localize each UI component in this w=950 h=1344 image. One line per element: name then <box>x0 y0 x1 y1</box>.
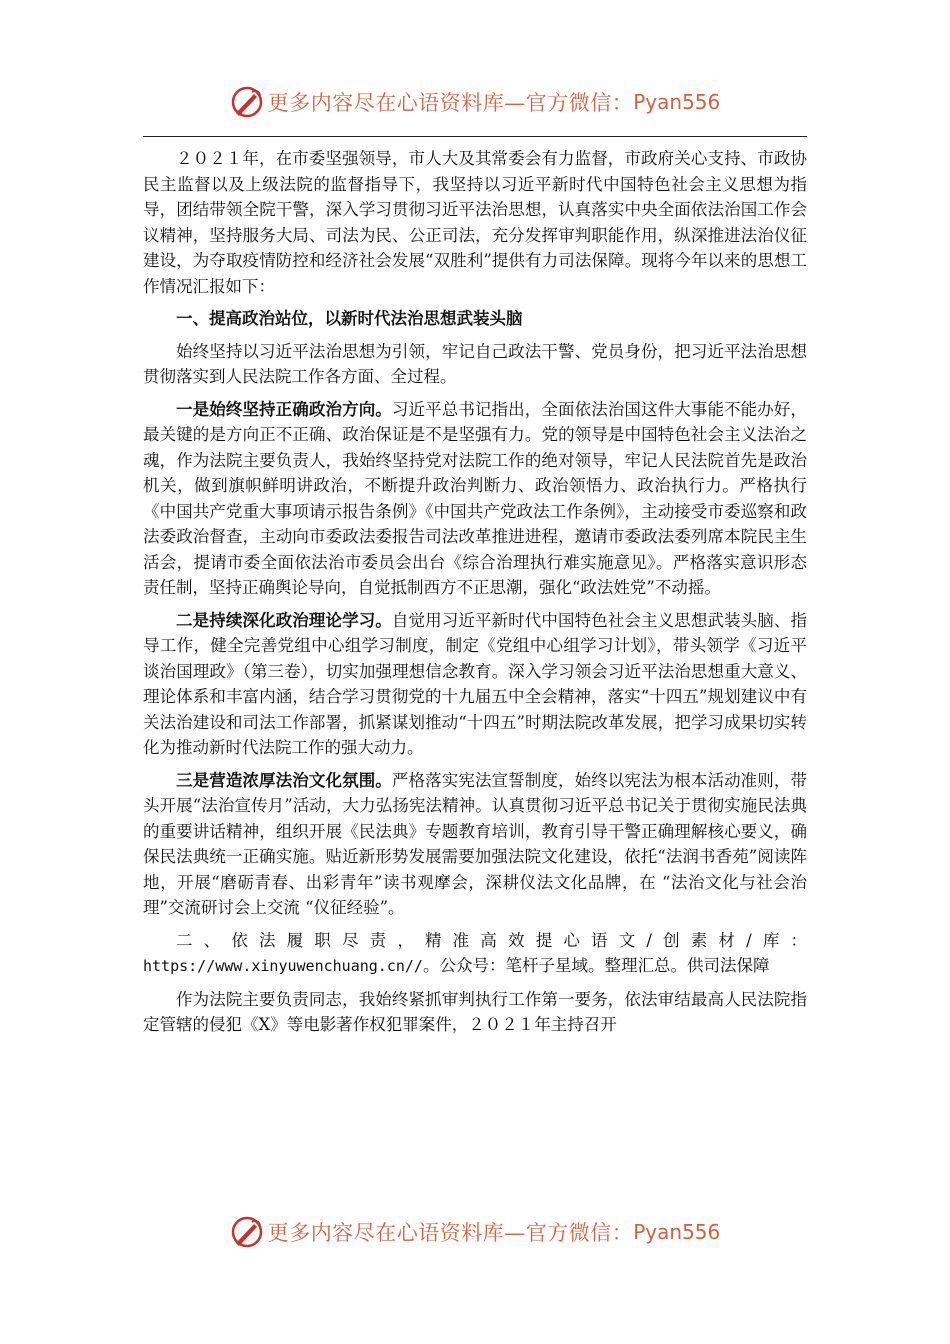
point-3-paragraph <box>143 768 807 921</box>
point-3-text: 严格落实宪法宣誓制度，始终以宪法为根本活动准则，带头开展“法治宣传月”活动，大力弘扬宪法精神。认真贯彻习近平总书记关于贯彻实施民法典的重要讲话精神，组织开展《民法典》专题教育培训，教育引导干警正确理解核心要义，确保民法典统一正确实施。贴近新形势发展需要加强法院文化建设，依托“法润书香苑”阅读阵地，开展“磨砺青春、出彩青年”读书观摩会，深耕仪法文化品牌，在 “法治文化与社会治理”交流研讨会上交流 “仪征经验”。 <box>143 770 808 917</box>
point-3-lead: 三是营造浓厚法治文化氛围。 <box>176 770 392 790</box>
banner-wechat-id: Pyan556 <box>633 1220 721 1244</box>
point-1-paragraph <box>143 397 807 601</box>
point-2-lead: 二是持续深化政治理论学习。 <box>176 610 392 630</box>
section-heading-1: 一、提高政治站位，以新时代法治思想武装头脑 <box>176 309 523 328</box>
section-1-intro: 始终坚持以习近平法治思想为引领，牢记自己政法干警、党员身份，把习近平法治思想贯彻落实到人民法院工作各方面、全过程。 <box>143 341 807 386</box>
section-2-paragraph: 作为法院主要负责同志，我始终紧抓审判执行工作第一要务，依法审结最高人民法院指定管辖的侵犯《X》等电影著作权犯罪案件，２０２１年主持召开 <box>143 989 807 1034</box>
document-body <box>143 146 807 1045</box>
pen-logo-icon <box>230 1215 264 1249</box>
banner-text: 更多内容尽在心语资料库—官方微信： <box>267 1221 634 1245</box>
section-heading-2 <box>143 928 807 980</box>
header-divider <box>143 136 807 137</box>
pen-logo-icon <box>230 85 264 119</box>
banner-text: 更多内容尽在心语资料库—官方微信： <box>267 91 634 115</box>
point-2-paragraph <box>143 608 807 761</box>
point-1-lead: 一是始终坚持正确政治方向。 <box>176 399 392 419</box>
footer-banner <box>0 1212 950 1252</box>
intro-paragraph: ２０２１年，在市委坚强领导，市人大及其常委会有力监督，市政府关心支持、市政协民主监督以及上级法院的监督指导下，我坚持以习近平新时代中国特色社会主义思想为指导，团结带领全院干警，深入学习贯彻习近平法治思想，认真落实中央全面依法治国工作会议精神，坚持服务大局、司法为民、公正司法，充分发挥审判职能作用，纵深推进法治仪征建设，为夺取疫情防控和经济社会发展“双胜利”提供有力司法保障。现将今年以来的思想工作情况汇报如下： <box>143 149 807 296</box>
point-2-text: 自觉用习近平新时代中国特色社会主义思想武装头脑、指导工作，健全完善党组中心组学习制度，制定《党组中心组学习计划》，带头领学《习近平谈治国理政》（第三卷），切实加强理想信念教育。深入学习领会习近平法治思想重大意义、理论体系和丰富内涵，结合学习贯彻党的十九届五中全会精神，落实“十四五”规划建议中有关法治建设和司法工作部署，抓紧谋划推动“十四五”时期法院改革发展，把学习成果切实转化为推动新时代法院工作的强大动力。 <box>143 610 808 757</box>
section-2-url: https://www.xinyuwenchuang.cn// <box>143 957 423 975</box>
banner-wechat-id: Pyan556 <box>633 90 721 114</box>
section-2-suffix: 。公众号：笔杆子星域。整理汇总。供司法保障 <box>422 956 770 975</box>
point-1-text: 习近平总书记指出，全面依法治国这件大事能不能办好，最关键的是方向正不正确、政治保证是不是坚强有力。党的领导是中国特色社会主义法治之魂，作为法院主要负责人，我始终坚持党对法院工作的绝对领导，牢记人民法院首先是政治机关，做到旗帜鲜明讲政治，不断提升政治判断力、政治领悟力、政治执行力。严格执行《中国共产党重大事项请示报告条例》《中国共产党政法工作条例》，主动接受市委巡察和政法委政治督查，主动向市委政法委报告司法改革推进进程，邀请市委政法委列席本院民主生活会，提请市委全面依法治市委员会出台《综合治理执行难实施意见》。严格落实意识形态责任制，坚持正确舆论导向，自觉抵制西方不正思潮，强化“政法姓党”不动摇。 <box>143 399 808 597</box>
header-banner <box>0 82 950 122</box>
section-2-title: 二、依法履职尽责，精准高效提心语文/创素材/库： <box>176 930 807 950</box>
